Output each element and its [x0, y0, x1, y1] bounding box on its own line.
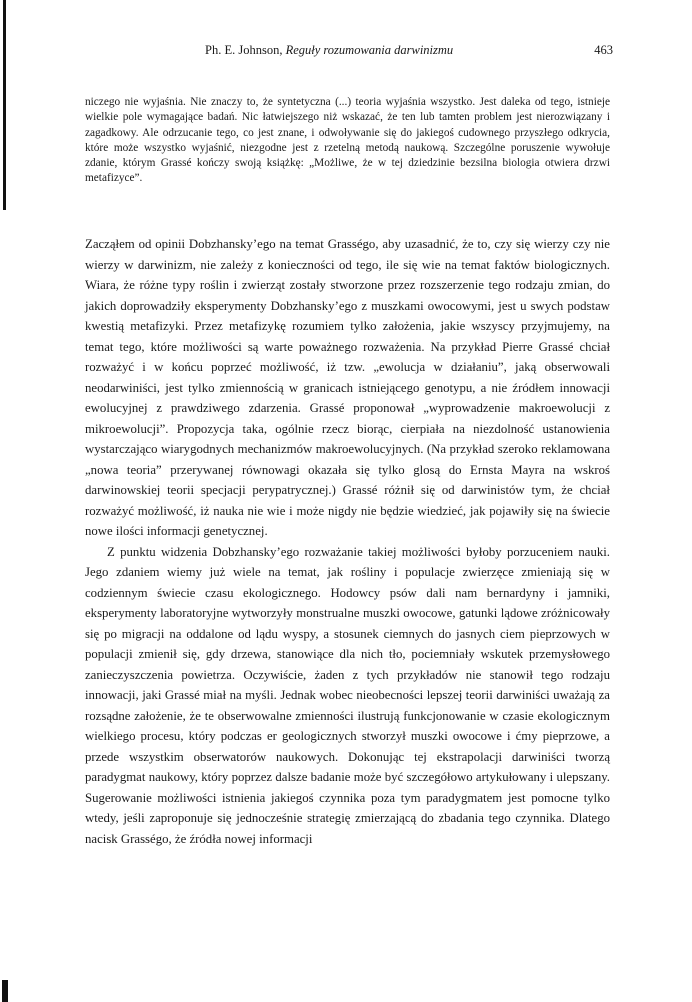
running-title-author: Ph. E. Johnson,	[205, 43, 283, 57]
running-head	[85, 43, 613, 59]
paragraph-1: Zacząłem od opinii Dobzhansky’ego na temat Grasségo, aby uzasadnić, że to, czy się wierzy czy nie wierzy w darwinizm, nie zależy z konieczności od tego, ile się wie na temat faktów biologicznych. Wiara, że różne typy roślin i zwierząt zostały stworzone przez rozszerzenie tego rodzaju zmian, do jakich doprowadziły eksperymenty Dobzhansky’ego z muszkami owocowymi, jest u swych podstaw kwestią metafizyki. Przez metafizykę rozumiem tylko założenia, jakie wszyscy przyjmujemy, na temat tego, które możliwości są warte poważnego rozważenia. Na przykład Pierre Grassé chciał rozważyć i w końcu poprzeć możliwość, iż tzw. „ewolucja w działaniu”, jaką obserwowali neodarwiniści, jest tylko zmiennością w granicach istniejącego genotypu, a nie źródłem innowacji ewolucyjnej z prawdziwego zdarzenia. Grassé proponował „wyprowadzenie makroewolucji z mikroewolucji”. Propozycja taka, ogólnie rzecz biorąc, cierpiała na niezdolność ustanowienia wystarczająco wiarygodnych mechanizmów makroewolucyjnych. (Na przykład szeroko reklamowana „nowa teoria” przerywanej równowagi okazała się tylko glosą do Ernsta Mayra na wskroś darwinowskiej teorii specjacji perypatrycznej.) Grassé różnił się od darwinistów tym, że chciał rozważyć możliwość, iż nauka nie wie i może nigdy nie będzie wiedzieć, jak pojawiły się na świecie nowe ilości informacji genetycznej.	[85, 237, 610, 538]
running-title	[205, 43, 453, 58]
main-text	[85, 234, 610, 849]
paragraph-2: Z punktu widzenia Dobzhansky’ego rozważanie takiej możliwości byłoby porzuceniem nauki. Jego zdaniem wiemy już wiele na temat, jak rośliny i populacje zwierzęce zmieniają się w codziennym świecie czasu ekologicznego. Hodowcy psów dali nam bernardyny i jamniki, eksperymenty laboratoryjne wytworzyły monstrualne muszki owocowe, gatunki lądowe zróżnicowały się po migracji na oddalone od lądu wyspy, a stosunek ciemnych do jasnych ciem pieprzowych w populacji zmienił się, gdy drzewa, stanowiące dla nich tło, pociemniały wskutek przemysłowego zanieczyszczenia powietrza. Oczywiście, żaden z tych przykładów nie stanowił tego rodzaju innowacji, jaki Grassé miał na myśli. Jednak wobec nieobecności lepszej teorii darwiniści uważają za rozsądne założenie, że te obserwowalne zmienności ilustrują funkcjonowanie w czasie ekologicznym wielkiego procesu, który podczas er geologicznych stworzył muszki owocowe i ćmy pieprzowe, a przede wszystkim obserwatorów naukowych. Dokonując tej ekstrapolacji darwiniści tworzą paradygmat naukowy, który poprzez dalsze badanie może być szczegółowo artykułowany i ulepszany. Sugerowanie możliwości istnienia jakiegoś czynnika poza tym paradygmatem jest pomocne tylko wtedy, jeśli zaproponuje się jednocześnie strategię zmierzającą do zbadania tego czynnika. Dlatego nacisk Grasségo, że źródła nowej informacji	[85, 544, 610, 846]
block-quote: niczego nie wyjaśnia. Nie znaczy to, że syntetyczna (...) teoria wyjaśnia wszystko. Jest daleka od tego, istnieje wielkie pole wymagające badań. Nic łatwiejszego niż wskazać, że ten lub tamten problem jest nierozwiązany i zagadkowy. Ale odrzucanie tego, co jest znane, i odwoływanie się do jakiegoś cudownego przyszłego odkrycia, które może wszystko wyjaśnić, niezgodne jest z rzetelną metodą naukową. Szczególne poruszenie wywołuje zdanie, którym Grassé kończy swoją książkę: „Możliwe, że w tej dziedzinie bezsilna biologia otwiera drzwi metafizyce”.	[85, 96, 610, 185]
scan-edge-bar-top	[3, 0, 6, 210]
scan-edge-bar-bottom	[2, 980, 8, 1002]
running-title-work: Reguły rozumowania darwinizmu	[285, 43, 454, 57]
page-number: 463	[594, 43, 613, 57]
